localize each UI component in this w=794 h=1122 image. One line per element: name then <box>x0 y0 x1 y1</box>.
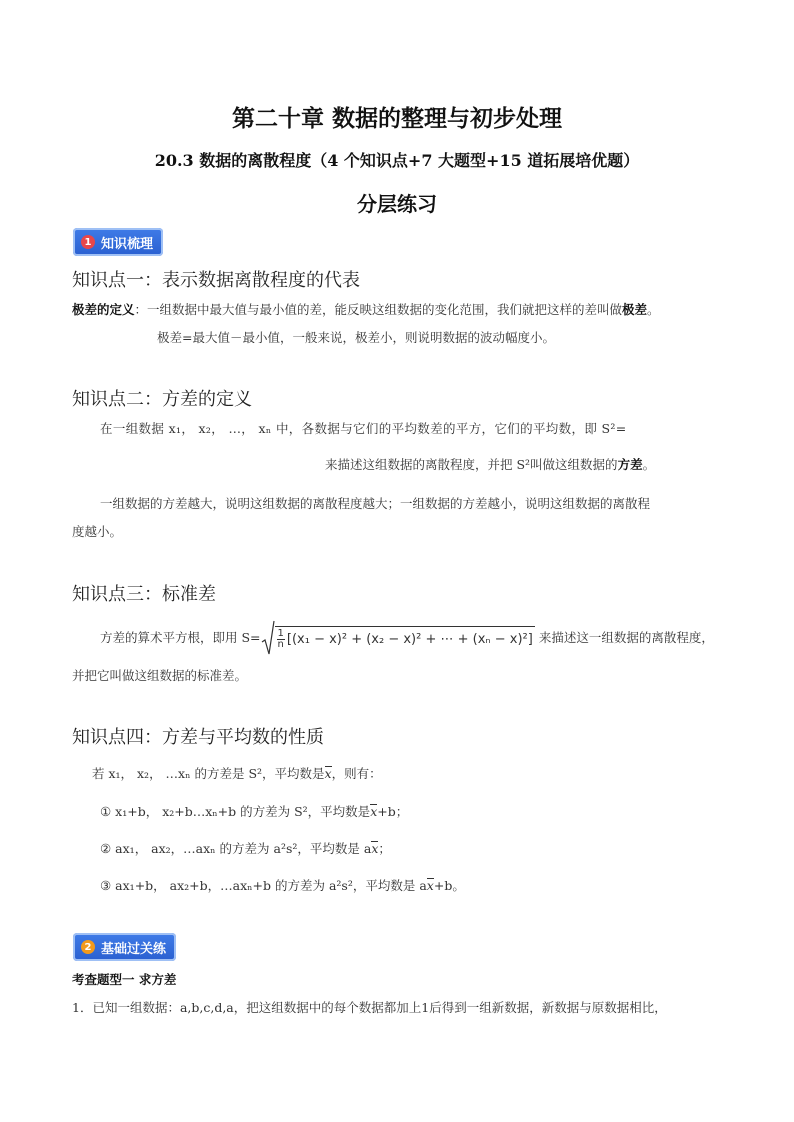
std-formula: 1 n [(x₁ − x)² + (x₂ − x)² + ⋯ + (xₙ − x)²] <box>261 620 535 656</box>
badge-label: 知识梳理 <box>101 236 154 252</box>
k2-heading: 知识点二：方差的定义 <box>72 389 252 410</box>
k4-item3: ③ ax₁+b， ax₂+b，…axₙ+b 的方差为 a²s²，平均数是 ax+b。 <box>100 878 465 893</box>
k4-heading: 知识点四：方差与平均数的性质 <box>72 727 324 748</box>
k1-line2: 极差=最大值－最小值，一般来说，极差小，则说明数据的波动幅度小。 <box>157 330 555 345</box>
k1-term: 极差的定义 <box>72 302 135 317</box>
k1-line1: 极差的定义：一组数据中最大值与最小值的差，能反映这组数据的变化范围，我们就把这样的差叫做极差。 <box>72 302 660 317</box>
k3-line1: 方差的算术平方根，即用 S= 1 n [(x₁ − x)² + (x₂ − x)² + ⋯ + (xₙ − x)²] 来描述这一组数据的离散程度， <box>100 620 714 656</box>
k2-line3: 一组数据的方差越大，说明这组数据的离散程度越大；一组数据的方差越小，说明这组数据的离散程 <box>100 496 651 511</box>
k4-item1: ① x₁+b， x₂+b…xₙ+b 的方差为 S²，平均数是x+b； <box>100 804 409 819</box>
question-1: 1．已知一组数据：a,b,c,d,a，把这组数据中的每个数据都加上1后得到一组新数据，新数据与原数据相比， <box>72 1000 667 1015</box>
sub-title: 分层练习 <box>357 192 437 216</box>
k3-heading: 知识点三：标准差 <box>72 584 216 605</box>
k4-item2: ② ax₁， ax₂，…axₙ 的方差为 a²s²，平均数是 ax； <box>100 841 391 856</box>
badge-number-icon: 1 <box>81 235 95 249</box>
section-title: 20.3 数据的离散程度（4 个知识点+7 大题型+15 道拓展培优题） <box>154 151 640 170</box>
k2-line1: 在一组数据 x₁， x₂， …， xₙ 中，各数据与它们的平均数差的平方，它们的平均数，即 S²= <box>100 421 627 436</box>
chapter-title: 第二十章 数据的整理与初步处理 <box>231 105 562 132</box>
k2-line4: 度越小。 <box>72 524 123 539</box>
k2-line2: 来描述这组数据的离散程度，并把 S²叫做这组数据的方差。 <box>325 457 656 472</box>
knowledge-badge <box>73 228 163 256</box>
basic-badge <box>73 933 176 961</box>
badge-label: 基础过关练 <box>101 941 167 957</box>
xbar: x <box>324 766 332 781</box>
k4-intro: 若 x₁， x₂， …xₙ 的方差是 S²，平均数是x，则有： <box>92 766 382 781</box>
badge-number-icon: 2 <box>81 940 95 954</box>
k3-line2: 并把它叫做这组数据的标准差。 <box>72 668 248 683</box>
sqrt-icon <box>261 620 275 656</box>
question-type-label: 考查题型一 求方差 <box>72 972 177 987</box>
k1-heading: 知识点一：表示数据离散程度的代表 <box>72 270 360 291</box>
